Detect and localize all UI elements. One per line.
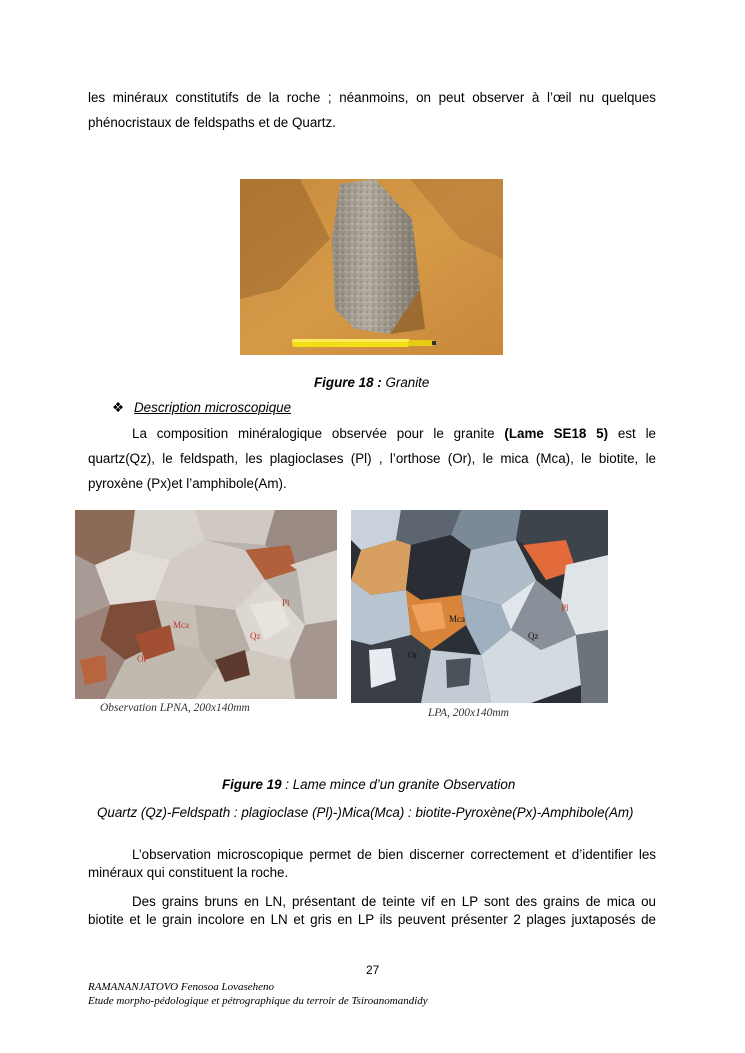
micrograph-lpna-caption: Observation LPNA, 200x140mm	[100, 702, 250, 714]
label-qz: Qz	[528, 631, 539, 641]
figure-19-text: : Lame mince d’un granite Observation	[281, 777, 516, 792]
intro-paragraph	[88, 85, 656, 135]
footer-author: RAMANANJATOVO Fenosoa Lovaseheno	[88, 981, 275, 993]
page-number: 27	[366, 963, 380, 977]
label-pl: Pl	[561, 603, 569, 613]
composition-paragraph	[88, 421, 656, 496]
micrograph-lpa-caption: LPA, 200x140mm	[428, 707, 509, 719]
label-qz: Qz	[250, 631, 261, 641]
composition-line-2: quartz(Qz), le feldspath, les plagioclases (Pl) , l’orthose (Or), le mica (Mca), le biotite, le	[88, 451, 656, 466]
lame-reference: (Lame SE18 5)	[504, 426, 609, 441]
figure-18-text: Granite	[381, 375, 430, 390]
label-mca: Mca	[449, 614, 465, 624]
figure-19-subtitle: Quartz (Qz)-Feldspath : plagioclase (Pl)-)Mica(Mca) : biotite-Pyroxène(Px)-Amphibole(Am)	[97, 805, 634, 820]
label-or: Or	[408, 650, 418, 660]
intro-line-2: phénocristaux de feldspaths et de Quartz.	[88, 115, 336, 130]
grains-paragraph	[88, 893, 656, 929]
intro-line-1: les minéraux constitutifs de la roche ; néanmoins, on peut observer à l’œil nu quelques	[88, 90, 656, 105]
figure-19-label: Figure 19	[222, 777, 282, 792]
footer-title: Etude morpho-pédologique et pétrographique du terroir de Tsiroanomandidy	[88, 995, 428, 1007]
bullet-diamond-icon: ❖	[112, 400, 125, 415]
grains-line-2: biotite et le grain incolore en LN et gris en LP ils peuvent présenter 2 plages juxtaposés de	[88, 912, 656, 927]
micrograph-lpna	[75, 510, 337, 699]
section-heading	[112, 400, 291, 416]
label-pl: Pl	[282, 598, 290, 608]
observation-paragraph	[88, 846, 656, 882]
composition-line-3: pyroxène (Px)et l’amphibole(Am).	[88, 476, 287, 491]
granite-photo	[240, 179, 503, 355]
section-title: Description microscopique	[134, 400, 292, 415]
composition-line-1: La composition minéralogique observée pour le granite (Lame SE18 5) est le	[132, 426, 656, 441]
figure-19-caption	[222, 777, 515, 792]
label-or: Or	[137, 654, 147, 664]
figure-18-caption	[314, 375, 429, 390]
grains-line-1: Des grains bruns en LN, présentant de teinte vif en LP sont des grains de mica ou	[132, 894, 656, 909]
label-mca: Mca	[173, 620, 189, 630]
observation-line-2: minéraux qui constituent la roche.	[88, 865, 289, 880]
figure-18-label: Figure 18 :	[314, 375, 382, 390]
observation-line-1: L’observation microscopique permet de bien discerner correctement et d’identifier les	[132, 847, 656, 862]
micrograph-lpa	[351, 510, 608, 703]
